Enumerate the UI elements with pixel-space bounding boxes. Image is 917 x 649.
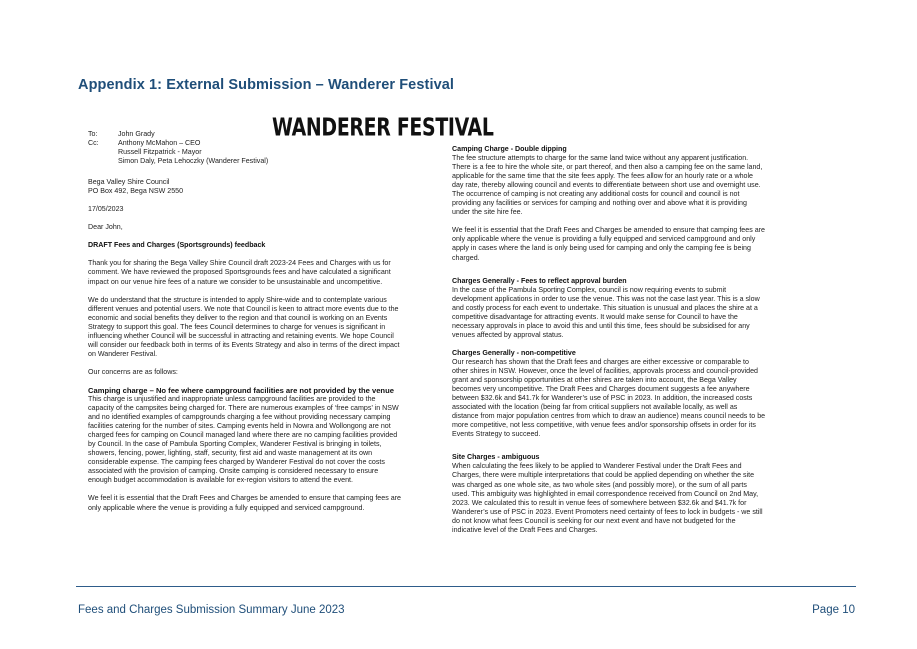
paragraph: We do understand that the structure is intended to apply Shire-wide and to contemplate various different venues and potential users. We note that Council is keen to attract more events due to the economic and social benefits they deliver to the region and that council is working on an Events Strategy to support this goal. The fees Council determines to charge for venues is significant in influencing whether Council will be successful in attracting and retaining events. We hope Council will consider our feedback both in terms of its Events Strategy and also in terms of the direct impact on Wanderer Festival.: [88, 295, 400, 358]
footer-title: Fees and Charges Submission Summary June 2023: [78, 604, 345, 616]
letter-subject: DRAFT Fees and Charges (Sportsgrounds) feedback: [88, 241, 266, 250]
to-label: To:: [88, 130, 98, 138]
cc-value: Simon Daly, Peta Lehoczky (Wanderer Festival): [118, 157, 269, 166]
footer-divider: [76, 586, 856, 587]
section-heading: Charges Generally - non-competitive: [452, 348, 576, 357]
concerns-intro: Our concerns are as follows:: [88, 367, 178, 376]
camping-section: Camping charge – No fee where campground facilities are not provided by the venue This charge is unjustified and inappropriate unless campground facilities are provided to the capacity of the campsites being charged for. There are numerous examples of ‘free camps’ in NSW and no identified examples of campgrounds charging a fee without providing necessary camping facilities catering for the number of sites. Camping events held in Nowra and Wollongong are not charged fees for camping on Council managed land where there are no camping facilities provided by Council. In the case of Pambula Sporting Complex, Wanderer Festival is bringing in toilets, showers, fencing, power, lighting, staff, security, first aid and waste management at its own considerable expense. The camping fees charged by Wanderer Festival do not cover the costs associated with the provision of camping. Onsite camping is considered necessary to ensure enough budget accommodation is available for ex-region visitors to attend the event.: [88, 386, 418, 486]
section-heading: Camping charge – No fee where campground facilities are not provided by the venue: [88, 385, 394, 395]
recipients-block: [88, 130, 418, 166]
to-value: John Grady: [118, 130, 155, 138]
address-line: PO Box 492, Bega NSW 2550: [88, 187, 184, 196]
cc-value: Russell Fitzpatrick - Mayor: [118, 148, 202, 157]
page-number: Page 10: [812, 604, 855, 616]
wanderer-festival-logo: WANDERER FESTIVAL: [272, 113, 494, 142]
salutation: Dear John,: [88, 223, 123, 232]
address-block: [88, 178, 418, 196]
address-line: Bega Valley Shire Council: [88, 178, 170, 187]
double-dipping-section: Camping Charge - Double dipping The fee structure attempts to charge for the same land twice without any apparent justification. There is a fee to hire the whole site, or part thereof, and then also a camping fee on the same land, applicable for the same time that the site fees apply. The fees allow for an hourly rate or a whole day rate, thereby allowing council and events to differentiate between short use and overnight use. The occurrence of camping is not creating any additional costs for council and council is not providing any facilities or services for camping and nothing over and above what it is providing under the site hire fee.: [452, 145, 785, 217]
section-heading: Camping Charge - Double dipping: [452, 145, 567, 153]
letter-date: 17/05/2023: [88, 205, 124, 214]
page-heading: Appendix 1: External Submission – Wanderer Festival: [78, 77, 455, 93]
letter-right-column: [452, 145, 785, 535]
letter-left-column: [88, 130, 418, 522]
paragraph: Thank you for sharing the Bega Valley Shire Council draft 2023-24 Fees and Charges with us for comment. We have reviewed the proposed Sportsgrounds fees and have calculated a significant impact on our venue hire fees of a nature we consider to be unsustainable and uncompetitive.: [88, 259, 391, 286]
cc-label: Cc:: [88, 139, 99, 148]
section-heading: Charges Generally - Fees to reflect approval burden: [452, 276, 627, 285]
site-charges-section: Site Charges - ambiguous When calculating the fees likely to be applied to Wanderer Festival under the Draft Fees and Charges, there were multiple interpretations that could be applied depending on whether the site was charged as one whole site, as two whole sites (and possibly more), or the sum of all parts used. This ambiguity was highlighted in email correspondence received from Council on 2nd May, 2023. We calculated this to result in venue fees of somewhere between $32.6k and $41.7k for Wanderer’s use of PSC in 2023. Event Promoters need certainty of fees to lock in budgets - we still do not know what fees Council is seeking for our next event and have not budgeted for the indicative level of the Draft Fees and Charges.: [452, 453, 785, 534]
paragraph: We feel it is essential that the Draft Fees and Charges be amended to ensure that camping fees are only applicable where the venue is providing a fully equipped and serviced campground.: [88, 494, 401, 512]
paragraph: We feel it is essential that the Draft Fees and Charges be amended to ensure that camping fees are only applicable where the venue is providing a fully equipped and serviced campground and only apply in cases where the land is only being used for camping and only the camping fee is being charged.: [452, 226, 765, 262]
cc-value: Anthony McMahon – CEO: [118, 139, 201, 148]
non-competitive-section: Charges Generally - non-competitive Our research has shown that the Draft fees and charges are either excessive or comparable to other shires in NSW. However, once the level of facilities, approvals process and council-provided grant and sponsorship opportunities at other shires are taken into account, the Bega Valley becomes very uncompetitive. The Draft Fees and Charges document suggests a fee anywhere between $32.6k and $41.7k for Wanderer’s use of PSC in 2023. In addition, the increased costs associated with the location (being far from critical suppliers not available locally, as well as distance from major population centres from which to draw an audience) means council needs to be more competitive, not less competitive, with venue fees and/or sponsorship offsets in order for its Events Strategy to succeed.: [452, 349, 785, 439]
approval-burden-section: Charges Generally - Fees to reflect approval burden In the case of the Pambula Sporting Complex, council is now requiring events to submit development applications in order to use the venue. This was not the case last year. This is a slow and costly process for each event to undertake. This situation is unusual and places the shire at a competitive disadvantage for attracting events. It would make sense for Council to have the necessary approvals in place to avoid this and until this time, fees should be subsidised for any venues affected by approval status.: [452, 277, 785, 340]
section-heading: Site Charges - ambiguous: [452, 453, 540, 462]
